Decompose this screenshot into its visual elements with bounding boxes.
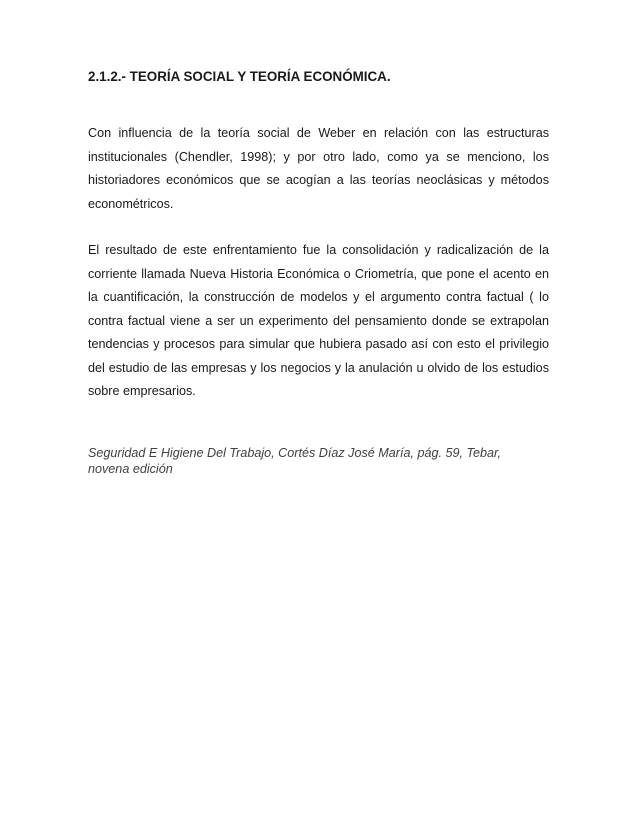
- paragraph-line: econométricos.: [88, 196, 174, 211]
- section-heading: 2.1.2.- TEORÍA SOCIAL Y TEORÍA ECONÓMICA.: [88, 69, 391, 84]
- paragraph-1: [88, 122, 549, 216]
- paragraph-line: la cuantificación, la construcción de modelos y el argumento contra factual ( lo: [88, 290, 549, 304]
- paragraph-line: institucionales (Chendler, 1998); y por otro lado, como ya se menciono, los: [88, 149, 549, 164]
- paragraph-line: corriente llamada Nueva Historia Económica o Criometría, que pone el acento en: [88, 266, 549, 281]
- paragraph-line: contra factual viene a ser un experimento del pensamiento donde se extrapolan: [88, 313, 549, 328]
- citation-line: novena edición: [88, 461, 173, 476]
- citation: [88, 446, 558, 477]
- paragraph-line: Con influencia de la teoría social de Weber en relación con las estructuras: [88, 126, 549, 140]
- paragraph-line: historiadores económicos que se acogían a las teorías neoclásicas y métodos: [88, 173, 549, 187]
- paragraph-line: sobre empresarios.: [88, 384, 196, 398]
- paragraph-2: [88, 239, 549, 404]
- paragraph-line: del estudio de las empresas y los negocios y la anulación u olvido de los estudios: [88, 360, 549, 375]
- citation-line: Seguridad E Higiene Del Trabajo, Cortés Díaz José María, pág. 59, Tebar,: [88, 446, 502, 460]
- paragraph-line: tendencias y procesos para simular que hubiera pasado así con esto el privilegio: [88, 337, 549, 351]
- paragraph-line: El resultado de este enfrentamiento fue la consolidación y radicalización de la: [88, 243, 549, 257]
